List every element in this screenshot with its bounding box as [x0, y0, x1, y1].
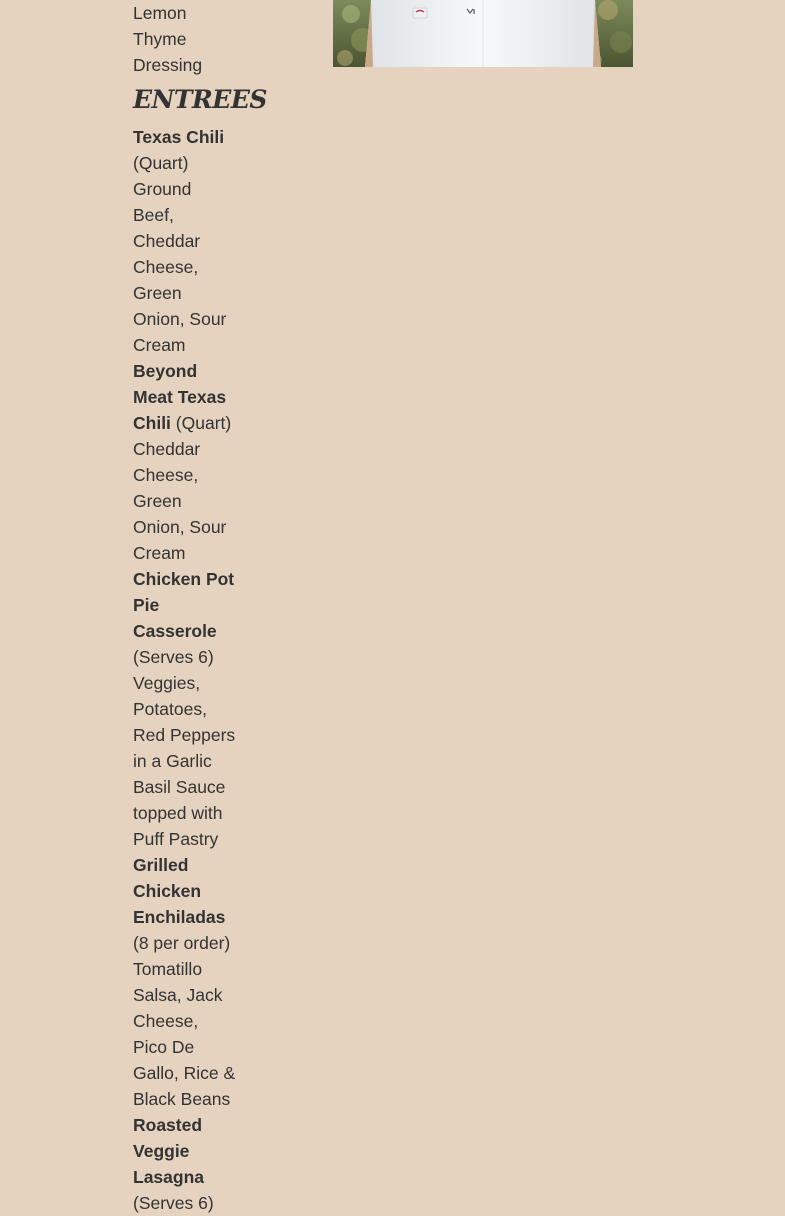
- menu-item: [133, 358, 237, 566]
- entree-list: [133, 124, 237, 1216]
- chef-photo: [333, 0, 633, 67]
- menu-item-name: Beyond Meat Texas Chili: [133, 361, 227, 433]
- dressing-description: Lemon Thyme Dressing: [133, 3, 203, 75]
- menu-item-description: (Serves 6) Veggies, Potatoes, Red Peppers in a Garlic Basil Sauce topped with Puff Pastry: [133, 647, 236, 849]
- menu-item-name: Texas Chili: [133, 127, 225, 147]
- menu-item-description: (Quart) Cheddar Cheese, Green Onion, Sour Cream: [133, 413, 232, 563]
- menu-item: [133, 852, 237, 1112]
- menu-item: [133, 1112, 237, 1216]
- menu-item-description: (Quart) Ground Beef, Cheddar Cheese, Green Onion, Sour Cream: [133, 153, 227, 355]
- menu-item-name: Roasted Veggie Lasagna: [133, 1115, 204, 1187]
- menu-item: [133, 124, 237, 358]
- menu-item-name: Chicken Pot Pie Casserole: [133, 569, 235, 641]
- menu-item-name: Grilled Chicken Enchiladas: [133, 855, 226, 927]
- menu-item: [133, 566, 237, 852]
- chef-photo-illustration: [333, 0, 633, 67]
- menu-item-description: (8 per order) Tomatillo Salsa, Jack Cheese, Pico De Gallo, Rice & Black Beans: [133, 933, 236, 1109]
- menu-item-description: (Serves 6): [133, 1193, 214, 1213]
- section-heading-entrees: ENTREES: [133, 85, 267, 114]
